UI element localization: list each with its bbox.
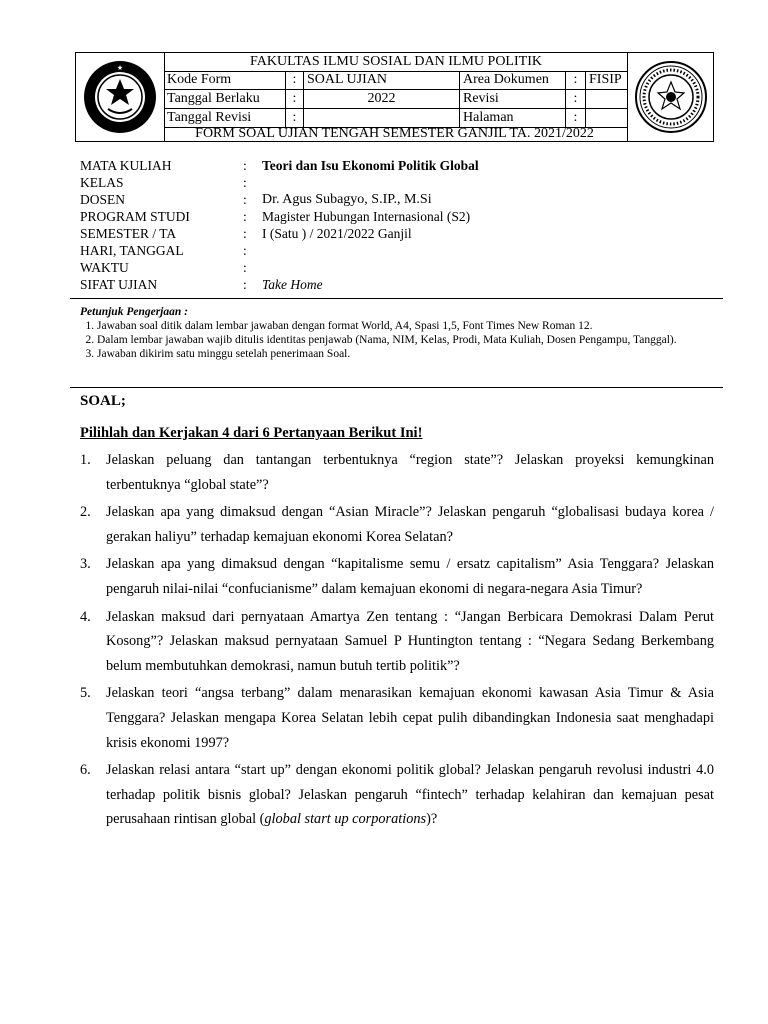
question-number: 6. [80, 762, 91, 779]
colon: : [243, 226, 247, 241]
question-number: 2. [80, 504, 91, 521]
info-label: HARI, TANGGAL [80, 243, 184, 258]
info-label: KELAS [80, 175, 124, 190]
instructions-title: Petunjuk Pengerjaan : [80, 306, 188, 318]
question-item [80, 605, 714, 679]
tanggal-berlaku-value: 2022 [304, 90, 460, 108]
revisi-label: Revisi [460, 90, 566, 108]
info-label: SIFAT UJIAN [80, 277, 158, 292]
question-number: 3. [80, 556, 91, 573]
divider [70, 298, 723, 299]
question-number: 1. [80, 452, 91, 468]
instruction-item: 1. Jawaban soal ditik dalam lembar jawaban dengan format World, A4, Spasi 1,5, Font Times New Roman 12. [97, 319, 720, 333]
area-dokumen-value: FISIP [589, 72, 622, 87]
info-value: Magister Hubungan Internasional (S2) [262, 209, 471, 224]
info-label: PROGRAM STUDI [80, 209, 190, 224]
question-item [80, 448, 714, 497]
colon: : [566, 109, 586, 127]
question-list [80, 448, 714, 835]
colon: : [286, 90, 304, 108]
document-header [75, 52, 714, 142]
colon: : [566, 71, 586, 89]
soal-heading: SOAL; [80, 393, 126, 409]
question-item [80, 552, 714, 601]
instruction-item: 3. Jawaban dikirim satu minggu setelah penerimaan Soal. [97, 347, 720, 361]
question-instruction: Pilihlah dan Kerjakan 4 dari 6 Pertanyaan Berikut Ini! [80, 425, 423, 441]
info-value: Take Home [262, 277, 323, 292]
tanggal-berlaku-label: Tanggal Berlaku [164, 90, 286, 108]
header-faculty-row [164, 53, 628, 72]
question-item [80, 500, 714, 549]
kode-form-label: Kode Form [164, 71, 286, 89]
header-row-1 [164, 71, 628, 90]
colon: : [286, 109, 304, 127]
colon: : [243, 209, 247, 224]
question-text: Jelaskan apa yang dimaksud dengan “kapitalisme semu / ersatz capitalism” Asia Tenggara? Jelaskan pengaruh nilai-nilai “confucianisme” dalam kemajuan ekonomi di negara-negara Asia Timur? [106, 556, 714, 597]
instructions-list [80, 319, 720, 361]
question-text [106, 762, 714, 827]
colon: : [243, 260, 247, 275]
revisi-value [586, 90, 628, 108]
question-text-part: )? [426, 811, 438, 828]
question-text: Jelaskan peluang dan tantangan terbentuknya “region state”? Jelaskan proyeksi kemungkinan terbentuknya “global state”? [106, 452, 714, 493]
question-number: 5. [80, 685, 91, 702]
university-seal-icon [634, 60, 708, 134]
tanggal-revisi-label: Tanggal Revisi [164, 109, 286, 127]
question-item [80, 758, 714, 832]
tanggal-revisi-value [304, 109, 460, 127]
area-dokumen-label: Area Dokumen [460, 71, 566, 89]
question-text: Jelaskan teori “angsa terbang” dalam menarasikan kemajuan ekonomi kawasan Asia Timur & Asia Tenggara? Jelaskan mengapa Korea Selatan lebih cepat pulih dibandingkan Indonesia saat menghadapi krisis ekonomi 1997? [106, 685, 714, 751]
kode-form-value: SOAL UJIAN [304, 71, 460, 89]
colon: : [243, 243, 247, 258]
info-label: SEMESTER / TA [80, 226, 177, 241]
colon: : [286, 71, 304, 89]
info-label: WAKTU [80, 260, 129, 275]
svg-text:★: ★ [116, 64, 124, 72]
question-text: Jelaskan maksud dari pernyataan Amartya Zen tentang : “Jangan Berbicara Demokrasi Dalam Perut Kosong”? Jelaskan maksud pernyataan Samuel P Huntington tentang : “Negara Sedang Berkembang belum membutuhkan demokrasi, namun butuh tertib politik”? [106, 608, 714, 674]
yayasan-seal-icon [82, 59, 158, 135]
colon: : [243, 158, 247, 173]
colon: : [243, 192, 247, 207]
halaman-label: Halaman [460, 109, 566, 127]
info-label: DOSEN [80, 192, 126, 207]
header-row-3 [164, 109, 628, 128]
question-text-italic: global start up corporations [264, 811, 427, 828]
info-value: Dr. Agus Subagyo, S.IP., M.Si [262, 192, 432, 207]
header-form-title-row [164, 127, 628, 141]
question-number: 4. [80, 608, 91, 625]
header-row-2 [164, 90, 628, 109]
colon: : [566, 90, 586, 108]
info-value: I (Satu ) / 2021/2022 Ganjil [262, 226, 412, 241]
header-grid [164, 53, 628, 141]
logo-right [627, 53, 713, 141]
colon: : [243, 175, 247, 190]
question-item [80, 681, 714, 755]
faculty-name: FAKULTAS ILMU SOSIAL DAN ILMU POLITIK [250, 54, 542, 69]
form-title: FORM SOAL UJIAN TENGAH SEMESTER GANJIL TA. 2021/2022 [195, 127, 594, 141]
instruction-item: 2. Dalam lembar jawaban wajib ditulis identitas penjawab (Nama, NIM, Kelas, Prodi, Mata Kuliah, Dosen Pengampu, Tanggal). [97, 333, 720, 347]
question-text-part: Jelaskan relasi antara “start up” dengan ekonomi politik global? Jelaskan pengaruh revolusi industri 4.0 terhadap politik bisnis global? Jelaskan pengaruh “fintech” terhadap kelahiran dan kemajuan pesat perusahaan rintisan global ( [106, 762, 714, 828]
question-text: Jelaskan apa yang dimaksud dengan “Asian Miracle”? Jelaskan pengaruh “globalisasi budaya korea / gerakan haliyu” terhadap kemajuan ekonomi Korea Selatan? [106, 504, 714, 545]
instructions-box [80, 305, 720, 361]
halaman-value [586, 109, 628, 127]
info-label: MATA KULIAH [80, 158, 172, 173]
divider [70, 387, 723, 388]
colon: : [243, 277, 247, 292]
info-value: Teori dan Isu Ekonomi Politik Global [262, 158, 479, 173]
